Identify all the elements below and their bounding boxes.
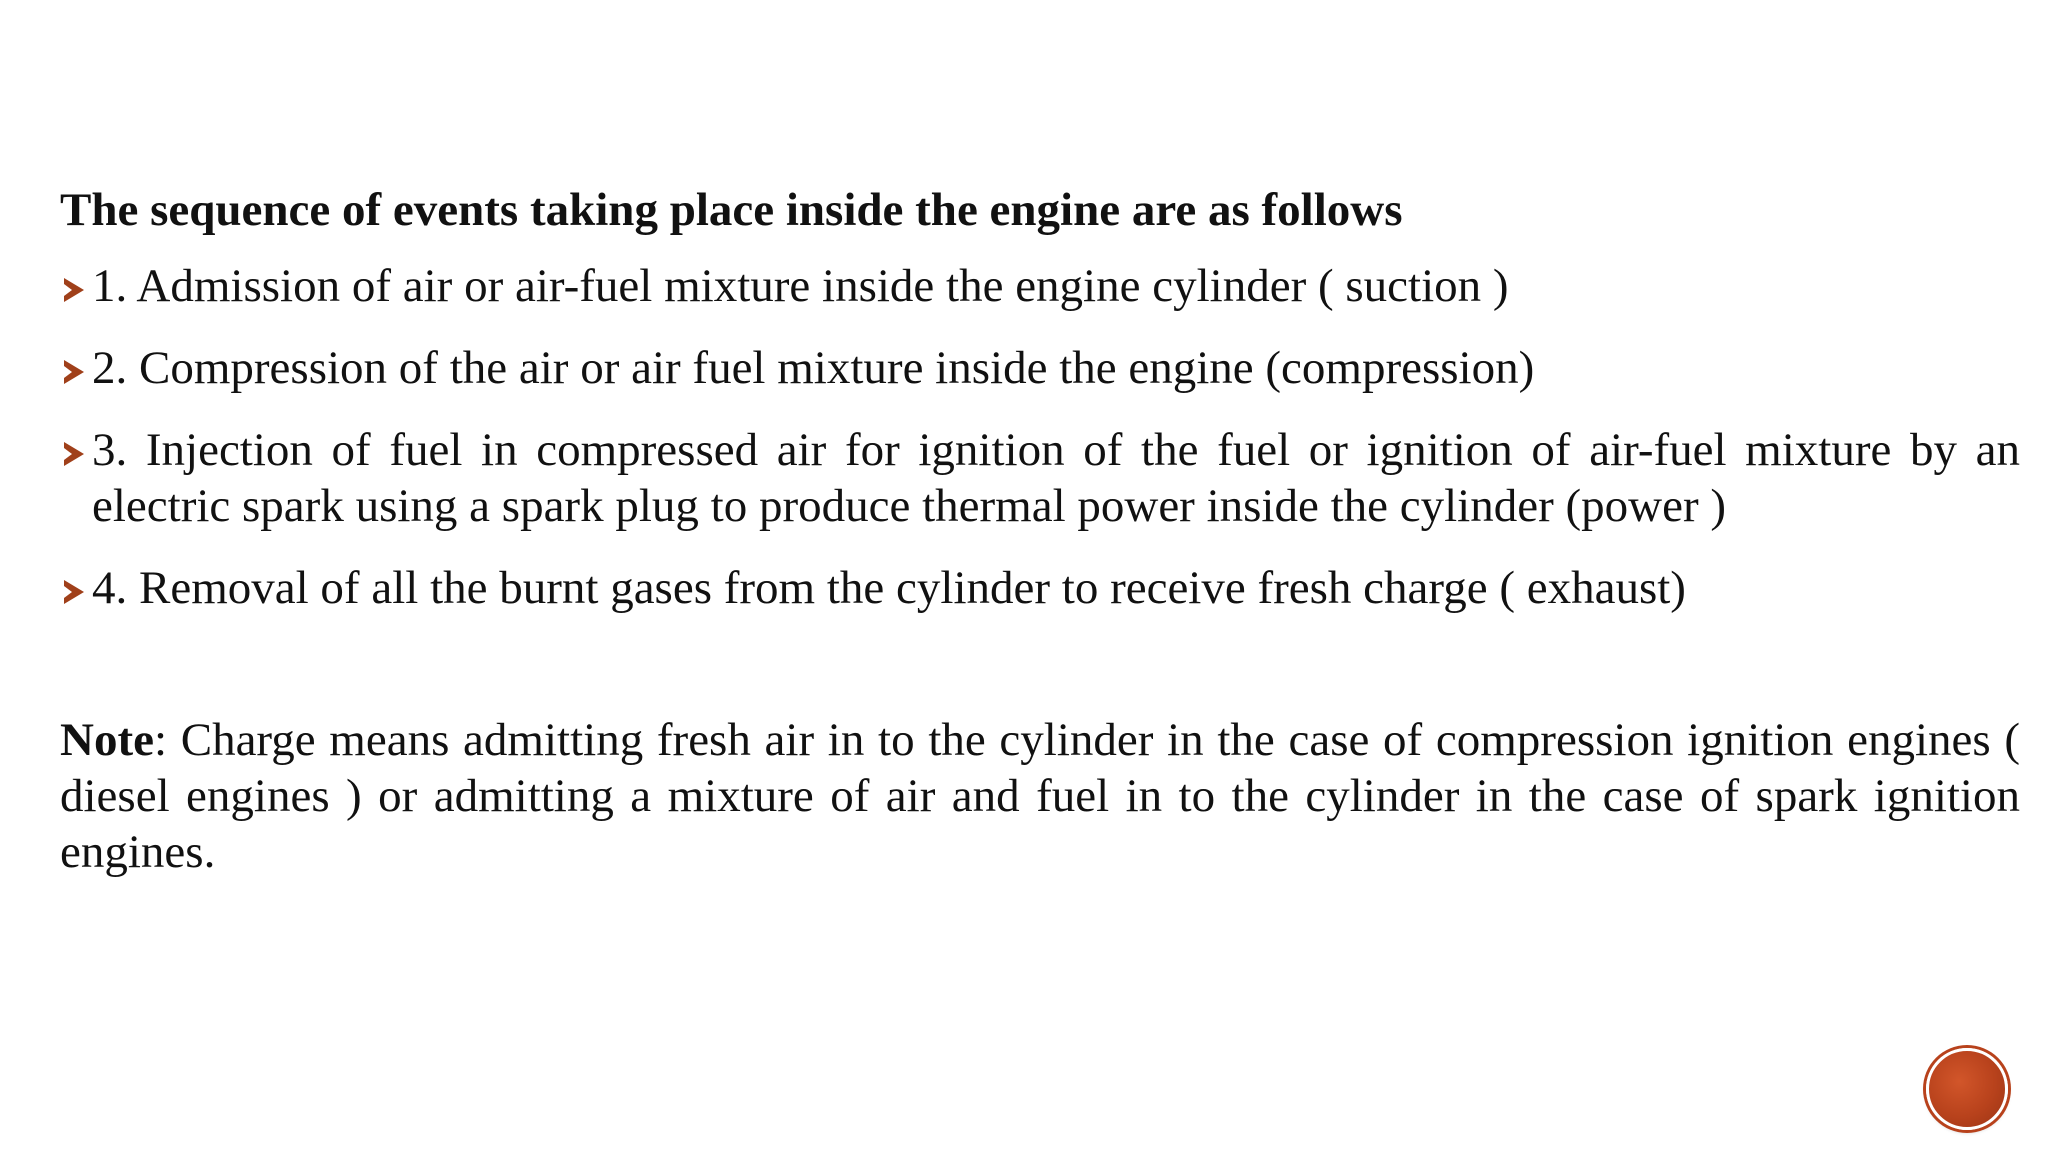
list-item-text: 4. Removal of all the burnt gases from the cylinder to receive fresh charge ( exhaust) [92, 562, 1686, 614]
list-item-text: 3. Injection of fuel in compressed air for ignition of the fuel or ignition of air-fuel mixture by an electric spark using a spark plug to produce thermal power inside the cylinder (power ) [92, 424, 2020, 532]
note-label: Note [60, 714, 154, 766]
slide-heading: The sequence of events taking place inside the engine are as follows [60, 184, 1403, 236]
note-text: : Charge means admitting fresh air in to the cylinder in the case of compression ignition engines ( diesel engines ) or admitting a mixture of air and fuel in to the cylinder in the case of spark ignition engines. [60, 714, 2020, 878]
arrow-bullet-icon [64, 278, 84, 302]
circle-nav-button[interactable] [1926, 1048, 2008, 1130]
arrow-bullet-icon [64, 360, 84, 384]
list-item [60, 560, 2020, 616]
list-item [60, 258, 2020, 314]
note-paragraph [60, 712, 2020, 880]
list-item [60, 422, 2020, 534]
arrow-bullet-icon [64, 442, 84, 466]
event-list [60, 258, 2020, 616]
slide-content [60, 180, 2020, 880]
list-item [60, 340, 2020, 396]
list-item-text: 1. Admission of air or air-fuel mixture inside the engine cylinder ( suction ) [92, 260, 1509, 312]
arrow-bullet-icon [64, 580, 84, 604]
list-item-text: 2. Compression of the air or air fuel mixture inside the engine (compression) [92, 342, 1535, 394]
